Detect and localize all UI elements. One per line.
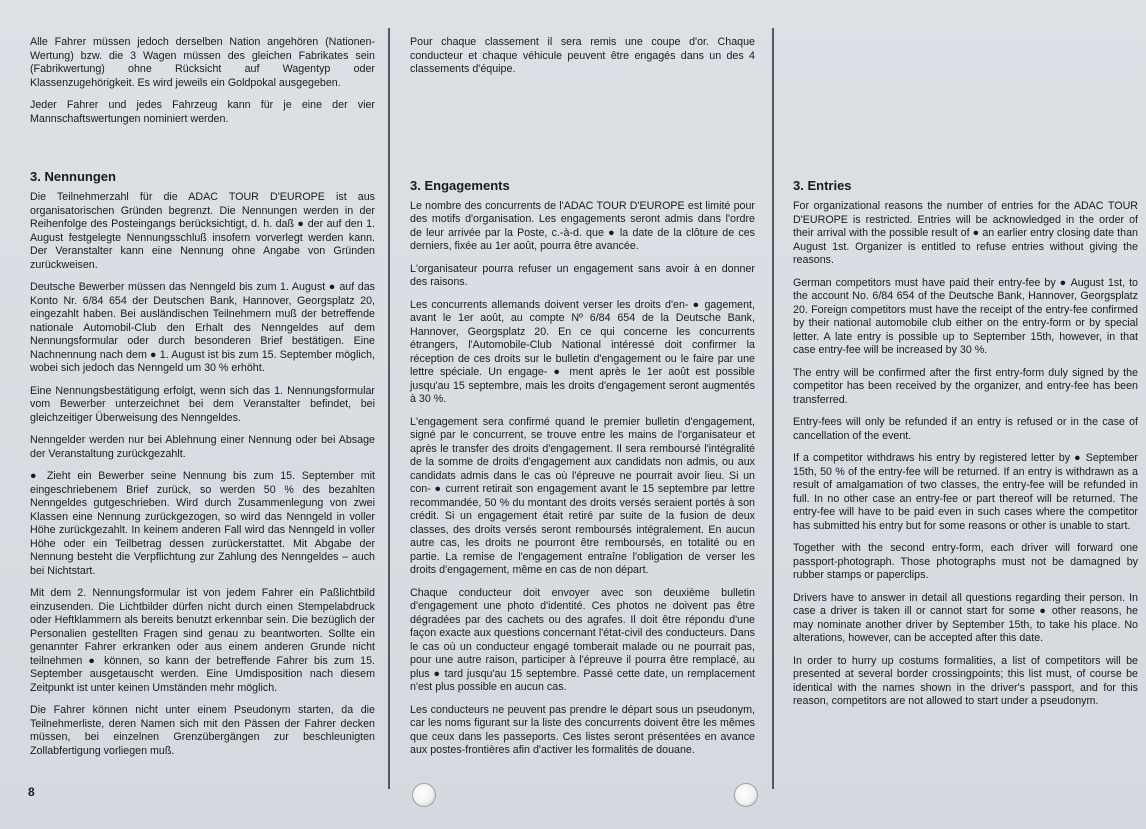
paragraph: Die Teilnehmerzahl für die ADAC TOUR D'EUROPE ist aus organisatorischen Gründen begrenzt. Die Nennungen werden in der Reihenfolge des Posteingangs berücksichtigt, d. h. daß ● der auf den 1. August festgelegte Nennungsschluß insofern vorverlegt werden kann. Der Veranstalter kann eine Nennung ohne Angabe von Gründen zurückweisen. xyxy=(30,191,375,271)
section-heading: 3. Entries xyxy=(793,178,852,193)
paragraph: L'engagement sera confirmé quand le premier bulletin d'engagement, signé par le concurrent, se trouve entre les mains de l'organisateur et après le transfer des droits d'engagement. Il sera remboursé l'intégralité de la somme de droits d'engagement aux candidats non admis, ou aux candidats admis dans le cas où l'épreuve ne pourrait avoir lieu. Si un con- ● current retirait son engagement avant le 15 septembre par lettre recommandée, 50 % du montant des droits versés seraient portés à son crédit. Si un engagement était retiré par suite de la fusion de deux classes, des droits versés seront remboursés intégralement. En aucun autre cas, les droits ne pourront être remboursés, en totalité ou en partie. La remise de l'engagement entraîne l'obligation de verser les droits d'engagement, même en cas de non départ. xyxy=(410,415,755,576)
paragraph: Nenngelder werden nur bei Ablehnung einer Nennung oder bei Absage der Veranstaltung zurückgezahlt. xyxy=(30,434,375,460)
paragraph: Together with the second entry-form, each driver will forward one passport-photograph. Those photographs must not be damagned by rubber stamps or paperclips. xyxy=(793,542,1138,581)
paragraph: Deutsche Bewerber müssen das Nenngeld bis zum 1. August ● auf das Konto Nr. 6/84 654 der Deutschen Bank, Hannover, Georgsplatz 20, eingezahlt haben. Bei ausländischen Teilnehmern muß der betreffende nationale Automobil-Club den Erhalt des Nenngeldes auf dem Nennungsformular oder durch besonderen Brief bestätigen. Eine Nachnennung nach dem ● 1. August ist bis zum 15. September möglich, wobei sich jedoch das Nenngeld um 30 % erhöht. xyxy=(30,281,375,374)
paragraph: If a competitor withdraws his entry by registered letter by ● September 15th, 50 % of the entry-fee will be returned. If an entry is withdrawn as a result of amalgamation of two classes, the entry-fee will be refunded in full. In no other case an entry-fee or part thereof will be returned. The entry-fee will have to be paid even in such cases where the competitor has submitted his entry but for some reasons or other is unable to start. xyxy=(793,452,1138,532)
intro-paragraph: Alle Fahrer müssen jedoch derselben Nation angehören (Nationen-Wertung) bzw. die 3 Wagen müssen des gleichen Fabrikates sein (Fabrikwertung) ohne Rücksicht auf Wagentyp oder Klassenzugehörigkeit. Es wird jeweils ein Goldpokal ausgegeben. xyxy=(30,36,375,89)
paragraph: Drivers have to answer in detail all questions regarding their person. In case a driver is taken ill or cannot start for some ● other reasons, he may nominate another driver by September 15th, to take his place. No alterations, however, can be accepted after this date. xyxy=(793,591,1138,644)
paragraph: In order to hurry up costums formalities, a list of competitors will be presented at several border crossingpoints; this list must, of course be identical with the names shown in the driver's passport, and for this reason, competitors are not allowed to start under a pseudonym. xyxy=(793,654,1138,707)
binder-hole xyxy=(734,783,758,807)
english-column xyxy=(793,36,1138,799)
binder-hole xyxy=(412,783,436,807)
paragraph: German competitors must have paid their entry-fee by ● August 1st, to the account No. 6/84 654 of the Deutsche Bank, Hannover, Georgsplatz 20. Foreign competitors must have the receipt of the entry-fee confirmed by their national automobile club either on the entry-form or by special letter. A late entry is possible up to September 15th, however, in that case entry-fee will be increased by 30 %. xyxy=(793,276,1138,356)
page-number: 8 xyxy=(28,785,35,799)
paragraph: Le nombre des concurrents de l'ADAC TOUR D'EUROPE est limité pour des motifs d'organisation. Les engagements seront admis dans l'ordre de leur arrivée par la Poste, c.-à-d. que ● la date de la clôture de ces derniers, fixée au 1er août, pourra être avancée. xyxy=(410,199,755,252)
french-column xyxy=(410,36,755,799)
section-heading: 3. Engagements xyxy=(410,177,510,193)
intro-paragraph: Jeder Fahrer und jedes Fahrzeug kann für je eine der vier Mannschaftswertungen nominiert werden. xyxy=(30,99,375,125)
german-column xyxy=(30,36,375,799)
column-divider xyxy=(388,28,390,789)
paragraph: Die Fahrer können nicht unter einem Pseudonym starten, da die Teilnehmerliste, deren Namen sich mit den Pässen der Fahrer decken müssen, bei einzelnen Grenzübergängen zur beschleunigten Zollabfertigung vorliegen muß. xyxy=(30,704,375,757)
paragraph: The entry will be confirmed after the first entry-form duly signed by the competitor has been received by the organizer, and entry-fee has been transferred. xyxy=(793,366,1138,406)
column-divider xyxy=(772,28,774,789)
paragraph: Eine Nennungsbestätigung erfolgt, wenn sich das 1. Nennungsformular vom Bewerber unterzeichnet bei dem Veranstalter befindet, bei gleichzeitiger Überweisung des Nenngeldes. xyxy=(30,384,375,424)
paragraph: Les concurrents allemands doivent verser les droits d'en- ● gagement, avant le 1er août, au compte Nº 6/84 654 de la Deutsche Bank, Hannover, Georgsplatz 20. En ce qui concerne les concurrents étrangers, l'Automobile-Club National intéressé doit confirmer la réception de ces droits sur le bulletin d'engagement ou le faire par une lettre spéciale. Un engage- ● ment après le 1er août est possible jusqu'au 15 septembre, mais les droits d'engagement seront augmentés à 30 %. xyxy=(410,298,755,405)
paragraph: ● Zieht ein Bewerber seine Nennung bis zum 15. September mit eingeschriebenem Brief zurück, so werden 50 % des bezahlten Nenngeldes gutgeschrieben. Wird durch Zusammenlegung von zwei Klassen eine Nennung zurückgezogen, so wird das Nenngeld in voller Höhe zurückgezahlt. In keinem anderen Fall wird das Nenngeld in voller Höhe oder ein Teilbetrag dessen zurückerstattet. Mit Abgabe der Nennung besteht die Verpflichtung zur Zahlung des Nenngeldes – auch bei Nichtstart. xyxy=(30,470,375,577)
paragraph: For organizational reasons the number of entries for the ADAC TOUR D'EUROPE is restricted. Entries will be acknowledged in the order of their arrival with the possible result of ● an earlier entry closing date than August 1st. Organizer is entitled to refuse entries without giving the reasons. xyxy=(793,200,1138,266)
paragraph: Entry-fees will only be refunded if an entry is refused or in the case of cancellation of the event. xyxy=(793,416,1138,442)
paragraph: Mit dem 2. Nennungsformular ist von jedem Fahrer ein Paßlichtbild einzusenden. Die Lichtbilder dürfen nicht durch einen Stempelabdruck oder Heftklammern als bereits benutzt erkennbar sein. Die bezüglich der Personalien gestellten Fragen sind genau zu beantworten. Sollte ein genannter Fahrer erkranken oder aus einem anderen Grunde nicht teilnehmen ● können, so kann der betreffende Fahrer bis zum 15. September ausgetauscht werden. Eine Umdisposition nach diesem Zeitpunkt ist unter keinen Umständen mehr möglich. xyxy=(30,587,375,694)
paragraph: Chaque conducteur doit envoyer avec son deuxième bulletin d'engagement une photo d'identité. Ces photos ne doivent pas être dégradées par des cachets ou des agrafes. Il doit être répondu d'une façon exacte aux questions concernant l'état-civil des conducteurs. Dans le cas où un conducteur engagé tomberait malade ou ne pourrait pas, pour une autre raison, participer à l'épreuve il pourra être remplacé, au plus ● tard jusqu'au 15 septembre. Passé cette date, un remplacement n'est plus possible en aucun cas. xyxy=(410,586,755,693)
intro-paragraph: Pour chaque classement il sera remis une coupe d'or. Chaque conducteur et chaque véhicule peuvent être engagés dans un des 4 classements d'équipe. xyxy=(410,36,755,75)
paragraph: Les conducteurs ne peuvent pas prendre le départ sous un pseudonym, car les noms figurant sur la liste des concurrents doivent être les mêmes que ceux dans les passeports. Ces listes seront présentées en avance aux postes-frontières afin d'activer les formalités de douane. xyxy=(410,703,755,756)
section-heading: 3. Nennungen xyxy=(30,169,116,184)
paragraph: L'organisateur pourra refuser un engagement sans avoir à en donner des raisons. xyxy=(410,262,755,288)
